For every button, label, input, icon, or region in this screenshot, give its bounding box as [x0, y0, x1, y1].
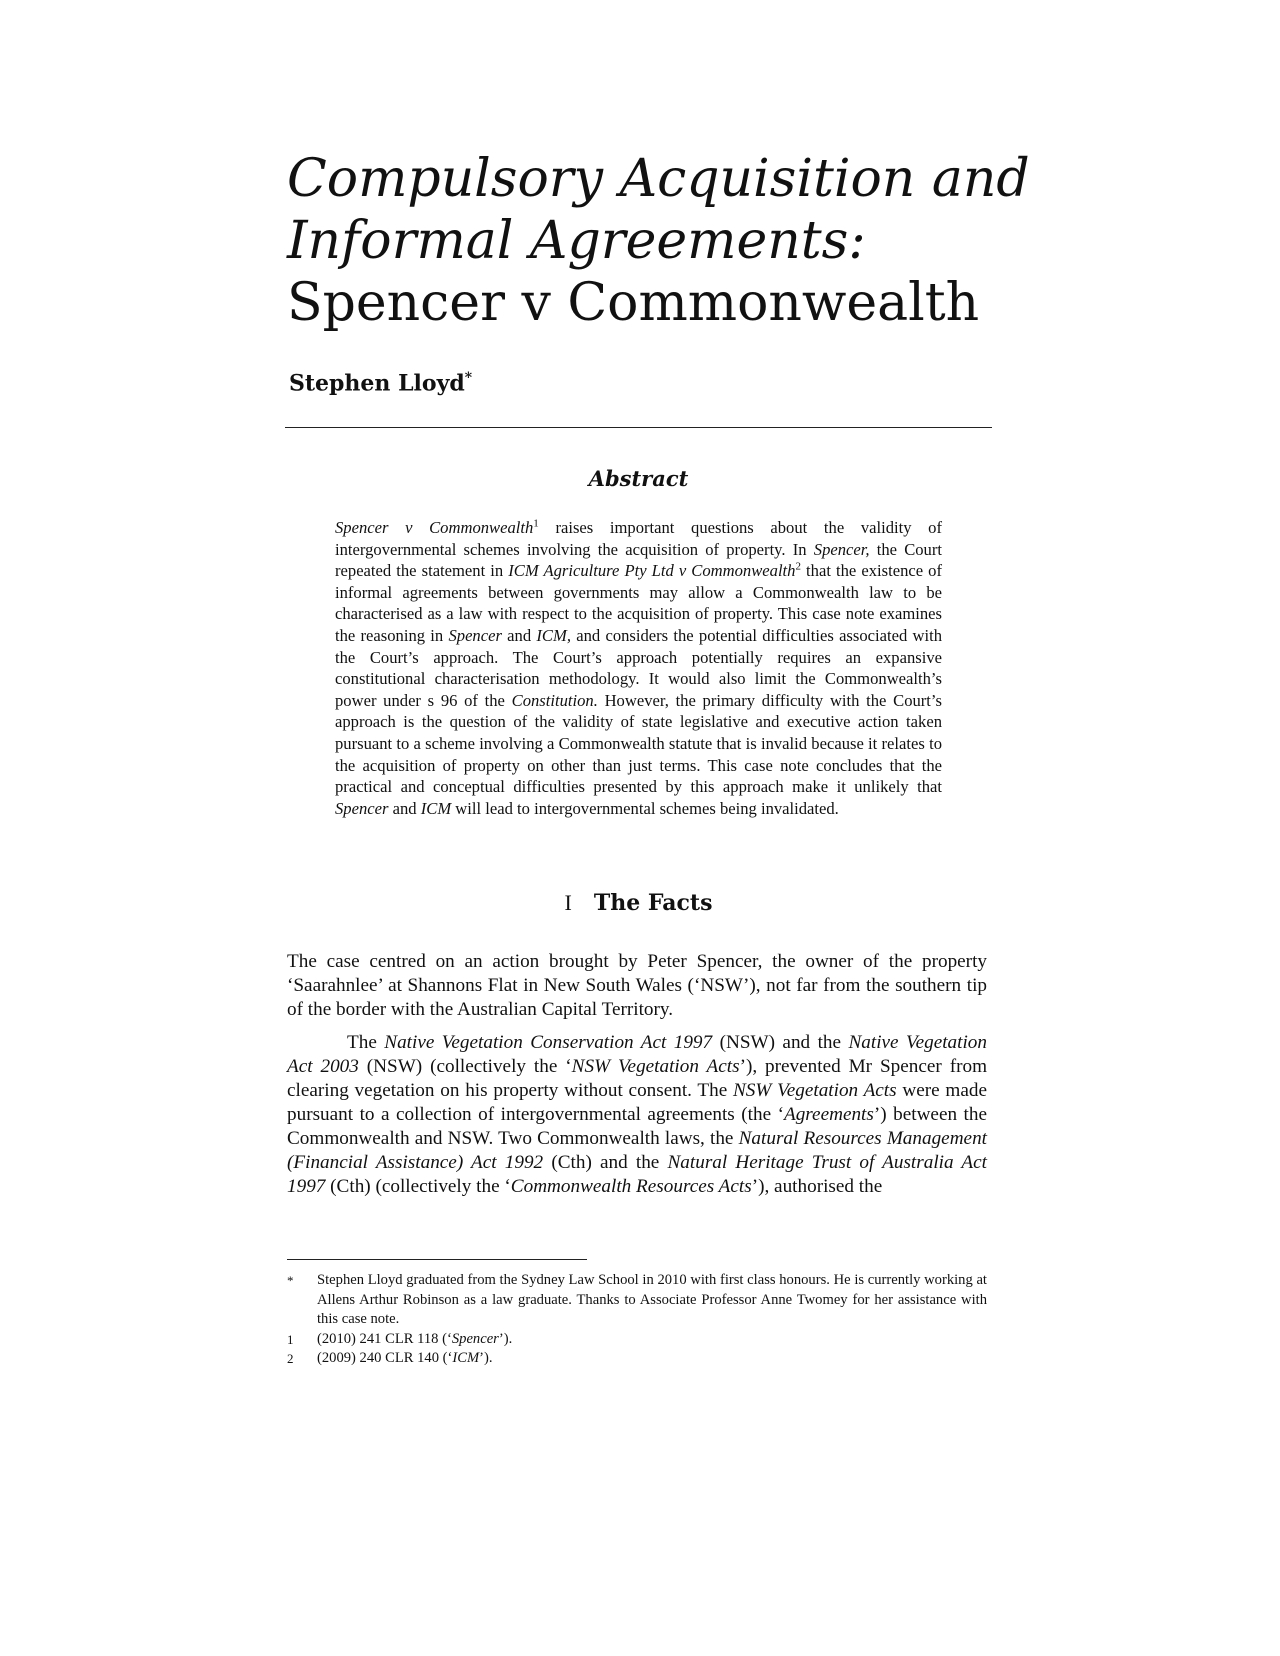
section-heading — [285, 890, 992, 916]
footnote-citation: ’). — [479, 1350, 493, 1366]
title-line-3: Spencer v Commonwealth — [287, 273, 980, 333]
body-text: (NSW) (collectively the ‘ — [358, 1056, 572, 1077]
statute-name: Native Vegetation Act 2003 — [287, 1032, 987, 1077]
defined-term: Agreements — [783, 1104, 874, 1125]
footnote-1 — [287, 1330, 987, 1350]
footnote-mark: 1 — [287, 1331, 294, 1347]
statute-name: Constitution. — [511, 690, 598, 710]
case-name: Spencer — [448, 625, 502, 645]
footnote-citation: (2010) 241 CLR 118 (‘ — [317, 1330, 452, 1347]
section-number: I — [564, 890, 572, 915]
footnote-ref-2: 2 — [795, 560, 801, 573]
footnote-citation: (2009) 240 CLR 140 (‘ — [317, 1350, 453, 1366]
case-name: Spencer v Commonwealth — [335, 518, 534, 537]
footnote-text — [317, 1349, 987, 1369]
abstract-text: and considers the potential difficulties associated with the Court’s approach. The Court’s approach potentially requires an expansive constitutional characterisation methodology. It would also limit the Commonwealth’s power under s 96 of the — [335, 625, 943, 710]
abstract-text: the Court repeated the statement in — [335, 539, 942, 581]
title-divider — [285, 427, 992, 428]
statute-name: Natural Resources Management (Financial Assistance) Act 1992 — [287, 1128, 987, 1173]
case-name: ICM, — [536, 625, 571, 645]
body-text: ’), prevented Mr Spencer from clearing vegetation on his property without consent. The — [287, 1056, 987, 1101]
body-paragraph-2 — [287, 1031, 987, 1199]
body-text: (Cth) (collectively the ‘ — [325, 1176, 511, 1197]
abstract-text: and — [388, 798, 421, 818]
footnote-mark: 2 — [287, 1351, 294, 1366]
footnote-text — [317, 1330, 987, 1350]
footnote-mark: * — [287, 1273, 294, 1288]
footnote-text: Stephen Lloyd graduated from the Sydney Law School in 2010 with first class honours. He is currently working at Allens Arthur Robinson as a law graduate. Thanks to Associate Professor Anne Twomey for her assistance with this case note. — [317, 1272, 987, 1327]
title-line-2: Informal Agreements: — [287, 211, 866, 271]
footnote-citation: ’). — [498, 1330, 513, 1347]
abstract-text: and — [501, 625, 537, 645]
article-title — [287, 148, 1030, 334]
case-name: Spencer — [451, 1330, 499, 1347]
abstract-text: that the existence of informal agreements between governments may allow a Commonwealth law to be characterised as a law with respect to the acquisition of property. This case note examines the reasoning in — [335, 561, 942, 645]
defined-term: NSW Vegetation Acts — [571, 1056, 740, 1077]
author-footnote-mark: * — [464, 370, 473, 386]
footnote-divider — [287, 1259, 587, 1260]
case-name: Spencer — [335, 798, 389, 818]
footnotes — [287, 1271, 987, 1369]
body-text: were made pursuant to a collection of intergovernmental agreements (the ‘ — [287, 1080, 987, 1125]
case-name: Spencer, — [813, 539, 870, 559]
case-name: ICM Agriculture Pty Ltd v Commonwealth — [508, 561, 796, 581]
author-name — [289, 370, 472, 396]
abstract-text: However, the primary difficulty with the Court’s approach is the question of the validity of state legislative and executive action taken pursuant to a scheme involving a Commonwealth statute that is invalid because it relates to the acquisition of property on other than just terms. This case note concludes that the practical and conceptual difficulties presented by this approach make it unlikely that — [335, 690, 942, 797]
footnote-author — [287, 1271, 987, 1330]
abstract-text: raises important questions about the validity of intergovernmental schemes involving the acquisition of property. In — [335, 518, 943, 559]
case-name: ICM — [452, 1350, 480, 1366]
defined-term: Commonwealth Resources Acts — [510, 1176, 752, 1197]
body-text: (Cth) and the — [543, 1152, 668, 1173]
defined-term: NSW Vegetation Acts — [733, 1080, 897, 1101]
body-text: The — [347, 1032, 385, 1053]
title-line-1: Compulsory Acquisition and — [287, 149, 1030, 209]
abstract-body — [335, 517, 942, 819]
footnote-2 — [287, 1349, 987, 1369]
footnote-ref-1: 1 — [533, 517, 539, 530]
abstract-heading: Abstract — [588, 466, 689, 491]
body-text: (NSW) and the — [712, 1032, 849, 1053]
section-title: The Facts — [593, 890, 713, 916]
body-paragraph-1: The case centred on an action brought by Peter Spencer, the owner of the property ‘Saarahnlee’ at Shannons Flat in New South Wales (‘NSW’), not far from the southern tip of the border with the Australian Capital Territory. — [287, 951, 987, 1020]
body-text: ’), authorised the — [751, 1176, 883, 1197]
author-name-text: Stephen Lloyd — [289, 370, 465, 397]
case-name: ICM — [420, 798, 452, 818]
statute-name: Native Vegetation Conservation Act 1997 — [384, 1032, 713, 1053]
abstract-text: will lead to intergovernmental schemes being invalidated. — [451, 798, 839, 818]
statute-name: Natural Heritage Trust of Australia Act 1997 — [287, 1152, 987, 1197]
body-text: ’) between the Commonwealth and NSW. Two Commonwealth laws, the — [287, 1104, 987, 1149]
